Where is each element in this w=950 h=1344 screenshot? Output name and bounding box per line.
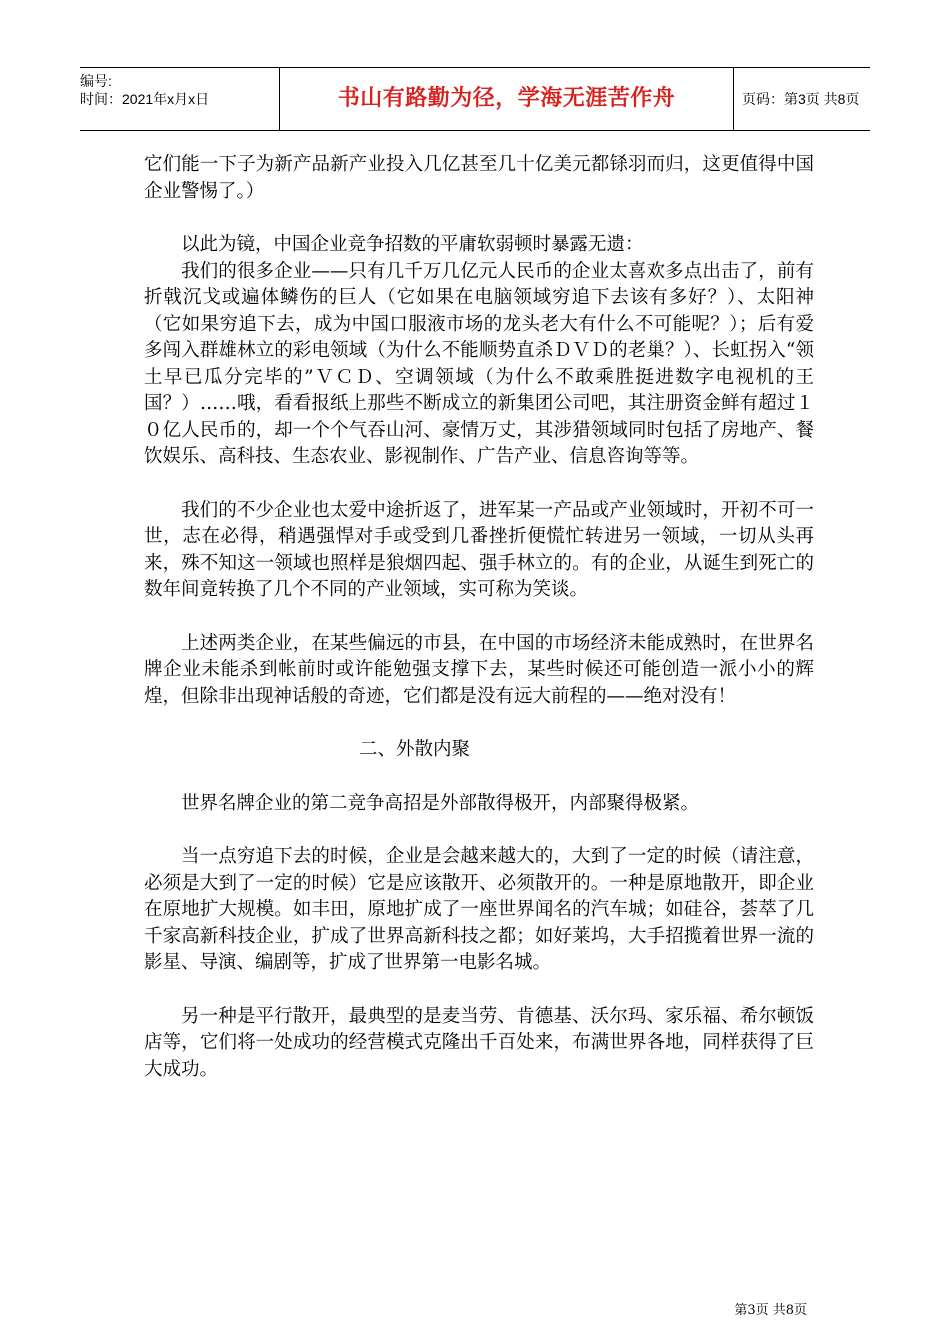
paragraph: 世界名牌企业的第二竞争高招是外部散得极开，内部聚得极紧。 xyxy=(181,792,700,814)
header-meta xyxy=(80,68,280,130)
paragraph: 另一种是平行散开，最典型的是麦当劳、肯德基、沃尔玛、家乐福、希尔顿饭店等，它们将一处成功的经营模式克隆出千百处来，布满世界各地，同样获得了巨大成功。 xyxy=(144,1005,814,1080)
document-body xyxy=(144,152,814,1110)
section-heading: 二、外散内聚 xyxy=(359,739,471,760)
paragraph: 上述两类企业，在某些偏远的市县，在中国的市场经济未能成熟时，在世界名牌企业未能杀到帐前时或许能勉强支撑下去，某些时候还可能创造一派小小的辉煌，但除非出现神话般的奇迹，它们都是没有远大前程的——绝对没有！ xyxy=(144,632,814,707)
paragraph: 我们的很多企业——只有几千万几亿元人民币的企业太喜欢多点出击了，前有折戟沉戈或遍体鳞伤的巨人（它如果在电脑领域穷追下去该有多好？）、太阳神（它如果穷追下去，成为中国口服液市场的龙头老大有什么不可能呢？）；后有爱多闯入群雄林立的彩电领域（为什么不能顺势直杀ＤＶＤ的老巢？）、长虹拐入“领土早已瓜分完毕的”ＶＣＤ、空调领域（为什么不敢乘胜挺进数字电视机的王国？）……哦，看看报纸上那些不断成立的新集团公司吧，其注册资金鲜有超过１０亿人民币的，却一个个气吞山河、豪情万丈，其涉猎领域同时包括了房地产、餐饮娱乐、高科技、生态农业、影视制作、广告产业、信息咨询等等。 xyxy=(144,260,814,467)
paragraph: 以此为镜，中国企业竞争招数的平庸软弱顿时暴露无遗： xyxy=(181,234,644,255)
motto-text: 书山有路勤为径，学海无涯苦作舟 xyxy=(337,86,676,111)
page-header xyxy=(80,67,870,131)
paragraph: 我们的不少企业也太爱中途折返了，进军某一产品或产业领域时，开初不可一世，志在必得，稍遇强悍对手或受到几番挫折便慌忙转进另一领域，一切从头再来，殊不知这一领域也照样是狼烟四起、强手林立的。有的企业，从诞生到死亡的数年间竟转换了几个不同的产业领域，实可称为笑谈。 xyxy=(144,499,814,600)
page-code: 页码：第3页 共8页 xyxy=(742,91,860,107)
paragraph: 当一点穷追下去的时候，企业是会越来越大的，大到了一定的时候（请注意，必须是大到了一定的时候）它是应该散开、必须散开的。一种是原地散开，即企业在原地扩大规模。如丰田，原地扩成了一座世界闻名的汽车城；如硅谷，荟萃了几千家高新科技企业，扩成了世界高新科技之都；如好莱坞，大手招揽着世界一流的影星、导演、编剧等，扩成了世界第一电影名城。 xyxy=(144,846,814,973)
page-footer: 第3页 共8页 xyxy=(734,1303,807,1318)
header-motto-cell xyxy=(280,68,734,130)
paragraph: 它们能一下子为新产品新产业投入几亿甚至几十亿美元都铩羽而归，这更值得中国企业警惕了。） xyxy=(144,154,814,202)
serial-label: 编号: xyxy=(80,73,112,89)
time-label: 时间：2021年x月x日 xyxy=(80,91,210,107)
